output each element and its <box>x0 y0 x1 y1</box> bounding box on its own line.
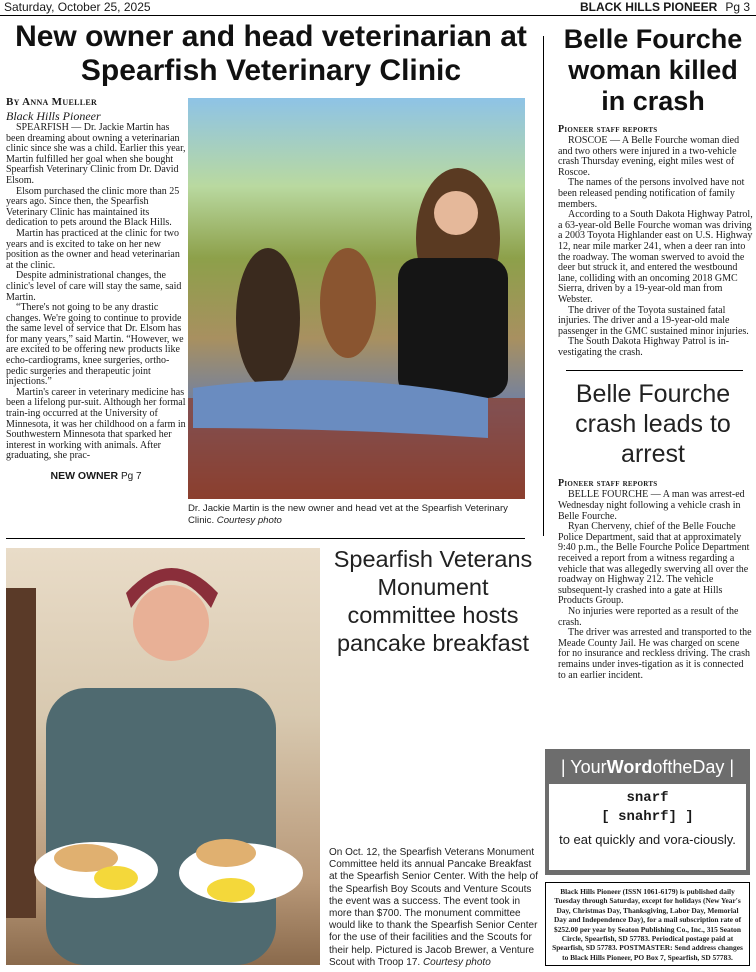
word-of-the-day <box>545 749 750 875</box>
photo-caption: Dr. Jackie Martin is the new owner and head vet at the Spearfish Veterinary Clinic. Courtesy photo <box>188 503 508 526</box>
paragraph: Martin has practiced at the clinic for two years and is excited to take on her new position as the owner and head veterinarian at the clinic. <box>6 227 180 271</box>
paragraph: According to a South Dakota Highway Patrol, a 63-year-old Belle Fourche woman was driving a 2003 Toyota Highlander east on U.S. Highway 12, near mile marker 241, when a deer ran into the roadway. The woman swerved to avoid the deer but struck it, and entered the westbound lane, colliding with an oncoming 2018 GMC Sierra, driven by a 19-year-old man from Webster. <box>558 209 753 305</box>
jump-link[interactable]: NEW OWNER Pg 7 <box>50 470 142 482</box>
publisher-notice: Black Hills Pioneer (ISSN 1061-6179) is published daily Tuesday through Saturday, except for holidays (New Year's Day, Christmas Day, Thanksgiving, Labor Day, Memorial Day and Independence Day), for a mail subscription rate of $252.00 per year by Seaton Publishing Co., Inc., 315 Seaton Circle, Spearfish, SD 57783. Periodical postage paid at Spearfish, SD 57783. POSTMASTER: Send address changes to Black Hills Pioneer, PO Box 7, Spearfish, SD 57783. <box>545 882 750 966</box>
page-number: Pg 3 <box>725 0 750 14</box>
paragraph: Elsom purchased the clinic more than 25 years ago. Since then, the Spearfish Veterinary Clinic has maintained its dedication to pets around the Black Hills. <box>6 185 180 229</box>
paragraph: The driver of the Toyota sustained fatal injuries. The driver and a 19-year-old male passenger in the GMC sustained minor injuries. <box>558 304 749 337</box>
paragraph: “There's not going to be any drastic changes. We're going to continue to provide the same level of service that Dr. Elsom has for many years,” said Martin. “However, we are excited to be offering new products like echo-cardiograms, knee surgeries, ortho-pedic surgeries and therapeutic joint injections.” <box>6 302 184 388</box>
paragraph: Despite administrational changes, the clinic's level of care will stay the same, said Martin. <box>6 270 182 303</box>
story3-headline: Belle Fourche crash leads to arrest <box>575 380 731 469</box>
paragraph: Martin's career in veterinary medicine has been a lifelong pur-suit. Although her formal train-ing occurred at the University of Minnesota, it was her childhood on a farm in Southwestern Minnesota that sparked her interest in working with animals. After graduating, she prac- <box>6 386 186 462</box>
byline-org: Black Hills Pioneer <box>6 109 101 123</box>
paragraph: ROSCOE — A Belle Fourche woman died and two others were injured in a two-vehicle crash Thursday evening, eight miles west of Roscoe. <box>558 135 740 178</box>
story-rule <box>566 370 743 371</box>
column-divider <box>543 36 544 536</box>
story3-body <box>553 477 753 681</box>
article-text <box>558 490 753 681</box>
issue-date: Saturday, October 25, 2025 <box>4 0 151 14</box>
wotd-word: snarf <box>626 790 669 806</box>
paragraph: BELLE FOURCHE — A man was arrest-ed Wednesday night following a vehicle crash in Belle Fourche. <box>558 489 745 522</box>
story4-headline: Spearfish Veterans Monument committee hosts pancake breakfast <box>333 546 533 656</box>
vet-with-dogs-image <box>188 98 525 499</box>
story2-headline: Belle Fourche woman killed in crash <box>563 24 743 116</box>
paragraph: No injuries were reported as a result of the crash. <box>558 606 739 628</box>
right-column <box>553 24 753 681</box>
article-text <box>558 136 753 358</box>
page-header <box>0 0 756 16</box>
byline: Pioneer staff reports <box>558 124 658 135</box>
paragraph: The driver was arrested and transported to the Meade County Jail. He was charged on scene for no insurance and reckless driving. The crash remains under inves-tigation as it is connected to an earlier incident. <box>558 627 752 681</box>
paragraph: Ryan Cherveny, chief of the Belle Fouche Police Department, said that at approximately 9:40 p.m., the Belle Fourche Police Department received a report from a witness regarding a vehicle that was allegedly swerving all over the roadway on Highway 212. The vehicle subsequent-ly crashed into a gate at Hills Products Group. <box>558 521 750 607</box>
story2-body <box>553 123 753 358</box>
paragraph: The names of the persons involved have not been released pending notification of family members. <box>558 177 745 210</box>
article-text <box>6 123 186 462</box>
scout-with-pancakes-image <box>6 548 320 965</box>
story1-headline: New owner and head veterinarian at Spearfish Veterinary Clinic <box>15 20 527 87</box>
pancake-photo <box>6 548 320 965</box>
paragraph: SPEARFISH — Dr. Jackie Martin has been dreaming about owning a veterinarian clinic since she was a child. Earlier this year, Martin fulfilled her goal when she bought Spearfish Veterinary Clinic from Dr. David Elsom. <box>6 122 186 186</box>
wotd-pronunciation: [ snahrf] ] <box>601 809 694 825</box>
paragraph: The South Dakota Highway Patrol is in-vestigating the crash. <box>558 336 730 358</box>
story4-caption: On Oct. 12, the Spearfish Veterans Monument Committee held its annual Pancake Breakfast at the Spearfish Senior Center. With the help of the Spearfish Boy Scouts and Venture Scouts the event was a success. The event took in more than $700. The monument committee would like to thank the Spearfish Senior Center for the use of their facilities and the Scouts for their help. Pictured is Jacob Brewer, a Venture Scout with Troop 17. Courtesy photo <box>329 847 539 968</box>
wotd-definition: to eat quickly and vora-ciously. <box>559 832 736 847</box>
byline: By Anna Mueller <box>6 96 98 108</box>
story1-body <box>6 96 186 483</box>
paper-name: BLACK HILLS PIONEER <box>579 0 718 14</box>
wotd-title: | YourWordoftheDay | <box>560 757 735 777</box>
byline: Pioneer staff reports <box>558 478 658 490</box>
section-rule <box>6 538 525 539</box>
vet-photo <box>188 98 525 499</box>
